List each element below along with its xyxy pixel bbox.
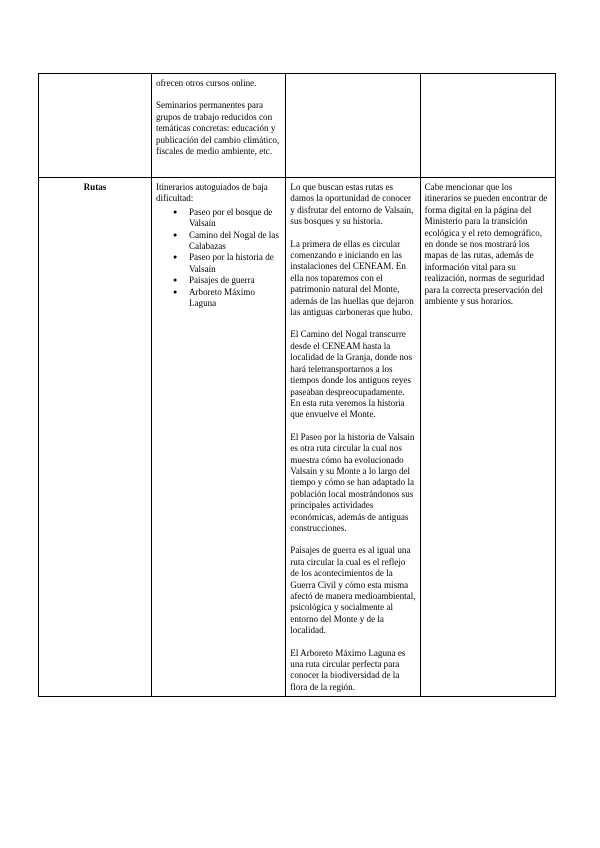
paragraph: Cabe mencionar que los itinerarios se pueden encontrar de forma digital en la página del Ministerio para la transición ecológica y el reto demográfico, en donde se nos mostrará los mapas de las rutas, además de información vital para su realización, normas de seguridad para la correcta preservación del ambiente y sus horarios. [424, 182, 548, 307]
paragraph: Paisajes de guerra es al igual una ruta circular la cual es el reflejo de los acontecimientos de la Guerra Civil y cómo esta misma afectó de manera medioambiental, psicológica y socialmente al entorno del Monte y de la localidad. [290, 545, 416, 636]
list-item [172, 275, 281, 286]
row2-description-cell [151, 178, 285, 697]
row2-detail-cell [286, 178, 420, 697]
bullet-icon: ● [172, 230, 178, 239]
list-item [172, 206, 281, 230]
list-item [172, 286, 281, 310]
paragraph: El Arboreto Máximo Laguna es una ruta circular perfecta para conocer la biodiversidad de la flora de la región. [290, 647, 406, 692]
table-row [39, 178, 556, 697]
row1-detail-cell [286, 74, 420, 178]
row1-description-cell [151, 74, 285, 178]
paragraph: La primera de ellas es circular comenzando e iniciando en las instalaciones del CENEAM. En ella nos toparemos con el patrimonio natural del Monte, además de las huellas que dejaron las antiguas carboneras que hubo. [290, 238, 414, 318]
route-name: Paisajes de guerra [188, 275, 255, 286]
paragraph: ofrecen otros cursos online. [155, 78, 257, 88]
route-name: Arboreto Máximo Laguna [188, 286, 255, 309]
route-name: Paseo por la historia de Valsaín [188, 252, 274, 274]
row1-notes-cell [420, 74, 555, 178]
row2-notes-cell [420, 178, 555, 697]
routes-intro: Itinerarios autoguiados de baja dificultad: [155, 182, 268, 204]
bullet-icon: ● [172, 276, 178, 285]
paragraph: Lo que buscan estas rutas es damos la oportunidad de conocer y disfrutar del entorno de Valsaín, sus bosques y su historia. [290, 182, 414, 227]
paragraph: Seminarios permanentes para grupos de trabajo reducidos con temáticas concretas: educación y publicación del cambio climático, fiscales de medio ambiente, etc. [155, 100, 280, 157]
list-item [172, 229, 281, 253]
bullet-icon: ● [172, 287, 178, 296]
route-name: Camino del Nogal de las Calabazas [188, 229, 279, 252]
route-name: Paseo por el bosque de Valsaín [188, 206, 273, 229]
bullet-icon: ● [172, 207, 178, 216]
list-item [172, 252, 281, 275]
routes-list [156, 207, 281, 310]
paragraph: El Camino del Nogal transcurre desde el CENEAM hasta la localidad de la Granja, donde nos hará teletransportarnos a los tiempos donde los antiguos reyes paseaban despreocupadamente. En esta ruta veremos la historia que envuelve el Monte. [290, 329, 412, 420]
table-row [39, 74, 556, 178]
activities-table [38, 73, 556, 697]
row-label-rutas: Rutas [39, 178, 152, 697]
bullet-icon: ● [172, 253, 178, 262]
row1-label-cell [39, 74, 152, 178]
paragraph: El Paseo por la historia de Valsaín es otra ruta circular la cual nos muestra cómo ha evolucionado Valsaín y su Monte a lo largo del tiempo y cómo se han adaptado la población local mostrándonos sus principales actividades económicas, además de antiguas construcciones. [290, 431, 415, 533]
